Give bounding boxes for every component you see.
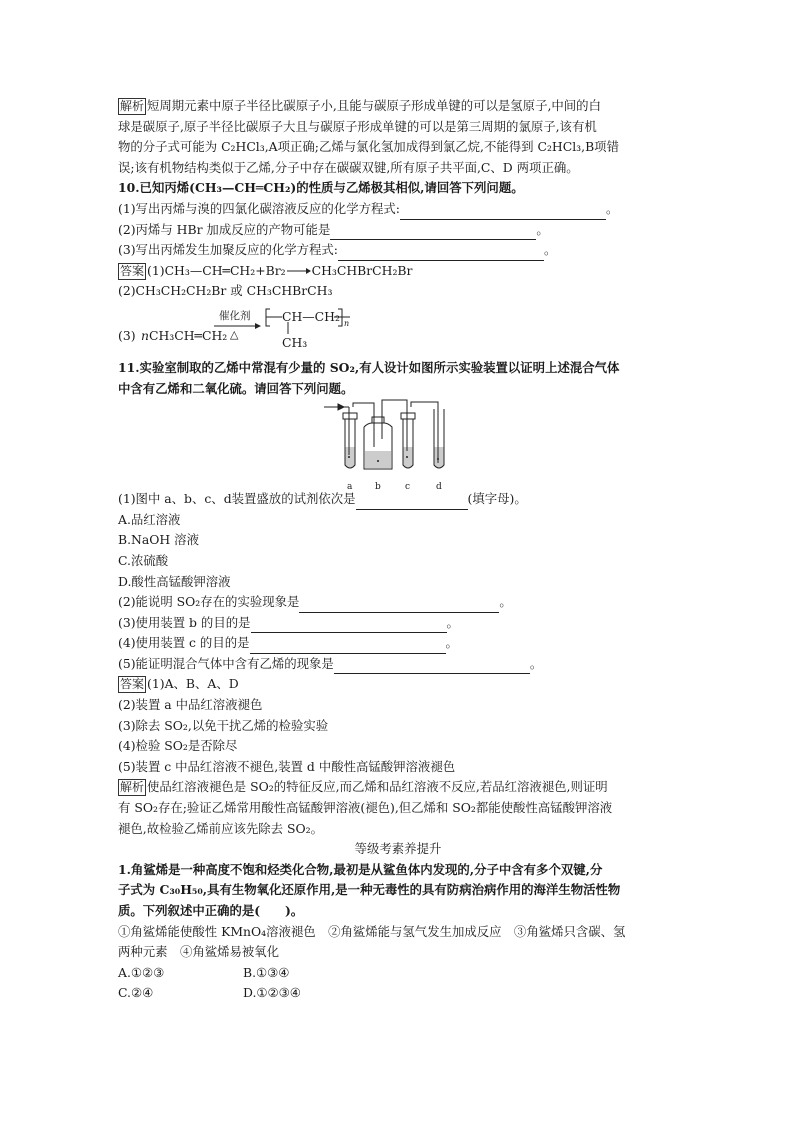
reaction-arrow-icon bbox=[286, 266, 312, 276]
analysis-line: 解析 使品红溶液褪色是 SO₂的特征反应,而乙烯和品红溶液不反应,若品红溶液褪色,则证明 bbox=[120, 779, 608, 795]
answer-10-1: 答案 (1)CH₃—CH═CH₂+Br₂ CH₃CHBrCH₂Br bbox=[120, 262, 413, 278]
option-b: B.NaOH 溶液 bbox=[118, 532, 199, 548]
apparatus-label-c: c bbox=[405, 482, 411, 493]
question-11-part-4: (4)使用装置 c 的目的是 。 bbox=[118, 633, 678, 654]
option-d: D.①②③④ bbox=[243, 985, 301, 1001]
answer-tag: 答案 bbox=[120, 677, 145, 692]
analysis-tag: 解析 bbox=[120, 780, 145, 795]
answer-blank[interactable] bbox=[250, 639, 446, 654]
question-10-part-1: (1)写出丙烯与溴的四氯化碳溶液反应的化学方程式: 。 bbox=[118, 199, 678, 220]
apparatus-label-b: b bbox=[375, 482, 381, 493]
answer-blank[interactable] bbox=[334, 659, 530, 674]
statement-line: 两种元素 ④角鲨烯易被氧化 bbox=[118, 944, 280, 960]
analysis-line: 有 SO₂存在;验证乙烯常用酸性高锰酸钾溶液(褪色),但乙烯和 SO₂都能使酸性高锰酸钾溶液 bbox=[118, 800, 613, 816]
statement-line: ①角鲨烯能使酸性 KMnO₄溶液褪色 ②角鲨烯能与氢气发生加成反应 ③角鲨烯只含碳、氢 bbox=[118, 923, 626, 939]
answer-11-4: (4)检验 SO₂是否除尽 bbox=[118, 738, 238, 754]
answer-11-1: 答案 (1)A、B、A、D bbox=[120, 676, 239, 692]
analysis-line: 褪色,故检验乙烯前应该先除去 SO₂。 bbox=[118, 820, 323, 836]
gas-washing-apparatus bbox=[322, 399, 492, 479]
document-page bbox=[118, 96, 678, 1004]
answer-blank[interactable] bbox=[330, 225, 536, 240]
answer-blank[interactable] bbox=[400, 205, 606, 220]
analysis-line: 解析 短周期元素中原子半径比碳原子小,且能与碳原子形成单键的可以是氢原子,中间的白 bbox=[120, 98, 601, 113]
analysis-line: 误;该有机物结构类似于乙烯,分子中存在碳碳双键,所有原子共平面,C、D 两项正确。 bbox=[118, 159, 579, 175]
catalyst-label: 催化剂 bbox=[219, 309, 251, 322]
question-1-stem: 质。下列叙述中正确的是( )。 bbox=[118, 903, 304, 918]
question-11-part-5: (5)能证明混合气体中含有乙烯的现象是 。 bbox=[118, 654, 678, 675]
answer-blank[interactable] bbox=[299, 598, 499, 613]
polymerization-equation: (3) n CH₃CH═CH₂ 催化剂 △ CH—CH₂ n CH₃ bbox=[118, 302, 678, 350]
question-10-part-2: (2)丙烯与 HBr 加成反应的产物可能是 。 bbox=[118, 220, 678, 241]
apparatus-label-a: a bbox=[347, 482, 353, 493]
question-10-part-3: (3)写出丙烯发生加聚反应的化学方程式: 。 bbox=[118, 240, 678, 261]
question-11-stem: 11.实验室制取的乙烯中常混有少量的 SO₂,有人设计如图所示实验装置以证明上述混合气体 bbox=[118, 359, 620, 375]
analysis-line: 球是碳原子,原子半径比碳原子大且与碳原子形成单键的可以是第三周期的氯原子,该有机 bbox=[118, 118, 597, 134]
option-a: A.①②③ bbox=[118, 964, 165, 980]
option-c: C.②④ bbox=[118, 985, 154, 1001]
analysis-line: 物的分子式可能为 C₂HCl₃,A项正确;乙烯与氯化氢加成得到氯乙烷,不能得到 C₂HCl₃,B项错 bbox=[118, 139, 619, 155]
apparatus-figure bbox=[118, 399, 678, 493]
answer-11-2: (2)装置 a 中品红溶液褪色 bbox=[118, 697, 263, 713]
option-d: D.酸性高锰酸钾溶液 bbox=[118, 573, 231, 589]
answer-blank[interactable] bbox=[251, 618, 447, 633]
question-11-part-3: (3)使用装置 b 的目的是 。 bbox=[118, 613, 678, 634]
answer-blank[interactable] bbox=[356, 495, 468, 510]
question-10-stem: 10.已知丙烯(CH₃—CH═CH₂)的性质与乙烯极其相似,请回答下列问题。 bbox=[118, 180, 524, 196]
options-row bbox=[118, 963, 678, 984]
answer-11-5: (5)装置 c 中品红溶液不褪色,装置 d 中酸性高锰酸钾溶液褪色 bbox=[118, 758, 456, 774]
question-11-part-1: (1)图中 a、b、c、d装置盛放的试剂依次是 (填字母)。 bbox=[118, 489, 678, 510]
question-11-stem: 中含有乙烯和二氧化硫。请回答下列问题。 bbox=[118, 380, 354, 396]
answer-10-2: (2)CH₃CH₂CH₂Br 或 CH₃CHBrCH₃ bbox=[118, 283, 333, 299]
section-title: 等级考素养提升 bbox=[354, 841, 442, 857]
option-b: B.①③④ bbox=[243, 964, 290, 980]
question-1-stem: 子式为 C₃₀H₅₀,具有生物氧化还原作用,是一种无毒性的具有防病治病作用的海洋生物活性物 bbox=[118, 882, 621, 898]
option-a: A.品红溶液 bbox=[118, 511, 181, 527]
apparatus-label-d: d bbox=[436, 482, 442, 493]
answer-blank[interactable] bbox=[338, 246, 544, 261]
answer-tag: 答案 bbox=[120, 263, 145, 278]
analysis-tag: 解析 bbox=[120, 99, 145, 113]
answer-11-3: (3)除去 SO₂,以免干扰乙烯的检验实验 bbox=[118, 717, 329, 733]
question-1-stem: 1.角鲨烯是一种高度不饱和烃类化合物,最初是从鲨鱼体内发现的,分子中含有多个双键,分 bbox=[118, 861, 603, 877]
options-row bbox=[118, 983, 678, 1004]
heat-symbol: △ bbox=[230, 327, 239, 341]
question-11-part-2: (2)能说明 SO₂存在的实验现象是 。 bbox=[118, 592, 678, 613]
option-c: C.浓硫酸 bbox=[118, 552, 169, 568]
